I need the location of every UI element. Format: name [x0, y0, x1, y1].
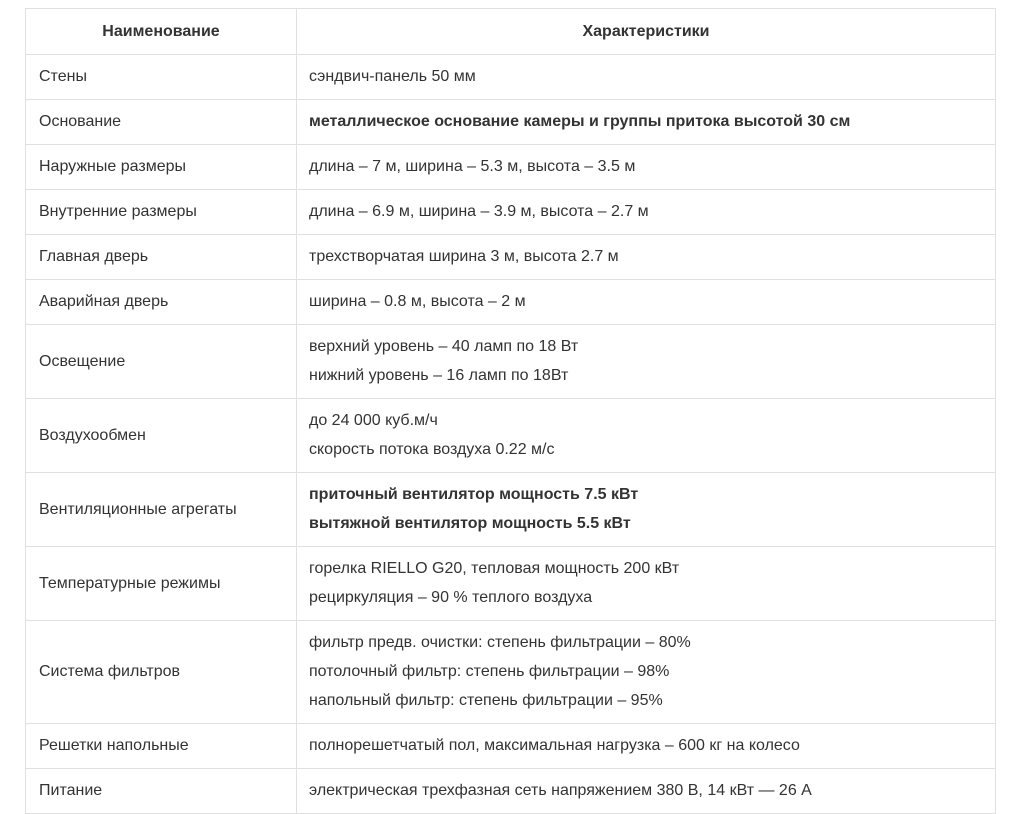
characteristic-line: металлическое основание камеры и группы притока высотой 30 см	[309, 113, 851, 130]
row-name: Освещение	[26, 325, 297, 399]
characteristic-line: скорость потока воздуха 0.22 м/с	[309, 441, 555, 458]
characteristic-line: вытяжной вентилятор мощность 5.5 кВт	[309, 515, 631, 532]
row-characteristics	[297, 145, 996, 190]
table-row	[26, 325, 996, 399]
table-row	[26, 190, 996, 235]
characteristic-line: напольный фильтр: степень фильтрации – 95%	[309, 692, 663, 709]
row-name: Главная дверь	[26, 235, 297, 280]
row-name: Наружные размеры	[26, 145, 297, 190]
table-row	[26, 621, 996, 724]
table-body	[26, 55, 996, 814]
row-name: Вентиляционные агрегаты	[26, 473, 297, 547]
row-name: Аварийная дверь	[26, 280, 297, 325]
table-row	[26, 547, 996, 621]
characteristic-line: фильтр предв. очистки: степень фильтрации – 80%	[309, 634, 691, 651]
header-characteristics-column: Характеристики	[297, 9, 996, 55]
row-characteristics	[297, 473, 996, 547]
specifications-table	[25, 8, 996, 814]
row-characteristics	[297, 325, 996, 399]
characteristic-line: трехстворчатая ширина 3 м, высота 2.7 м	[309, 248, 619, 265]
row-characteristics	[297, 100, 996, 145]
characteristic-line: рециркуляция – 90 % теплого воздуха	[309, 589, 593, 606]
row-name: Основание	[26, 100, 297, 145]
table-row	[26, 769, 996, 814]
row-characteristics	[297, 621, 996, 724]
row-name: Питание	[26, 769, 297, 814]
characteristic-line: приточный вентилятор мощность 7.5 кВт	[309, 486, 639, 503]
table-row	[26, 473, 996, 547]
row-characteristics	[297, 190, 996, 235]
characteristic-line: электрическая трехфазная сеть напряжением 380 В, 14 кВт — 26 А	[309, 782, 812, 799]
table-row	[26, 145, 996, 190]
header-name-column: Наименование	[26, 9, 297, 55]
row-characteristics	[297, 280, 996, 325]
table-row	[26, 55, 996, 100]
characteristic-line: ширина – 0.8 м, высота – 2 м	[309, 293, 526, 310]
characteristic-line: полнорешетчатый пол, максимальная нагрузка – 600 кг на колесо	[309, 737, 800, 754]
row-name: Решетки напольные	[26, 724, 297, 769]
characteristic-line: длина – 6.9 м, ширина – 3.9 м, высота – 2.7 м	[309, 203, 649, 220]
row-characteristics	[297, 769, 996, 814]
row-name: Внутренние размеры	[26, 190, 297, 235]
row-characteristics	[297, 399, 996, 473]
table-row	[26, 235, 996, 280]
characteristic-line: нижний уровень – 16 ламп по 18Вт	[309, 367, 569, 384]
row-characteristics	[297, 55, 996, 100]
row-characteristics	[297, 235, 996, 280]
table-row	[26, 100, 996, 145]
table-header-row	[26, 9, 996, 55]
table-row	[26, 399, 996, 473]
row-name: Система фильтров	[26, 621, 297, 724]
characteristic-line: потолочный фильтр: степень фильтрации – 98%	[309, 663, 670, 680]
characteristic-line: сэндвич-панель 50 мм	[309, 68, 476, 85]
row-characteristics	[297, 724, 996, 769]
row-name: Воздухообмен	[26, 399, 297, 473]
characteristic-line: горелка RIELLO G20, тепловая мощность 200 кВт	[309, 560, 680, 577]
row-name: Температурные режимы	[26, 547, 297, 621]
characteristic-line: верхний уровень – 40 ламп по 18 Вт	[309, 338, 579, 355]
characteristic-line: длина – 7 м, ширина – 5.3 м, высота – 3.5 м	[309, 158, 636, 175]
characteristic-line: до 24 000 куб.м/ч	[309, 412, 438, 429]
table-row	[26, 280, 996, 325]
row-characteristics	[297, 547, 996, 621]
table-row	[26, 724, 996, 769]
row-name: Стены	[26, 55, 297, 100]
